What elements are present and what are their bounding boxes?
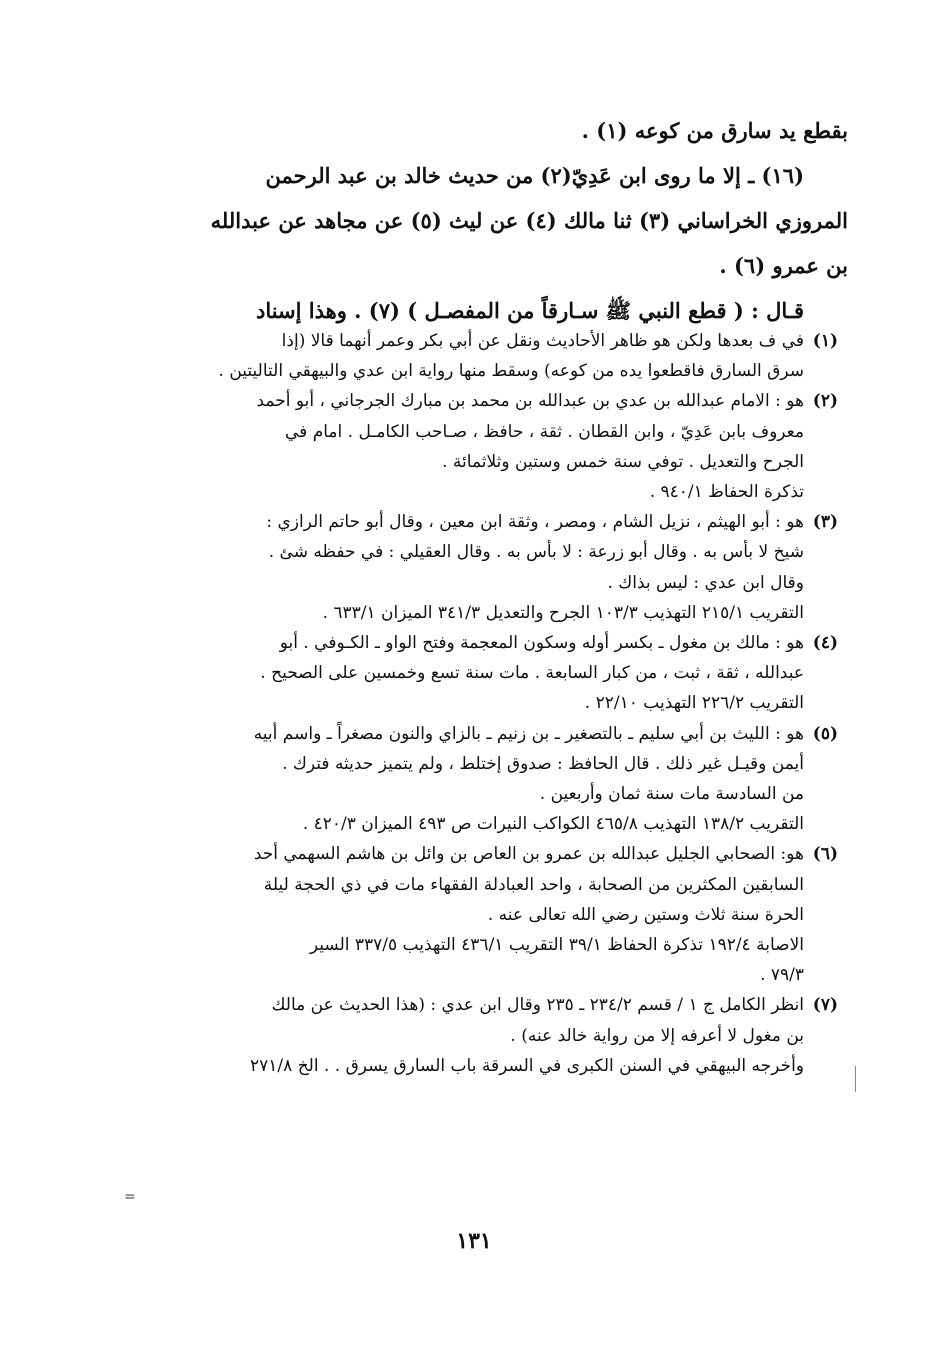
main-line: المروزي الخراساني (٣) ثنا مالك (٤) عن ليث (٥) عن مجاهد عن عبدالله [210, 208, 848, 233]
footnote-7 [140, 990, 838, 1081]
main-line: بن عمرو (٦) . [719, 253, 848, 278]
footnote-2 [140, 386, 838, 507]
footnote-line: السابقين المكثرين من الصحابة ، واحد العبادلة الفقهاء مات في ذي الحجة ليلة [263, 874, 804, 895]
footnote-line: معروف بابن عَدِيّ ، وابن القطان . ثقة ، حافظ ، صـاحب الكامـل . امام في [285, 421, 804, 442]
footnote-line: بن مغول لا أعرفه إلا من رواية خالد عنه) . [510, 1025, 804, 1046]
footnote-3 [140, 507, 838, 628]
page-number: ١٣١ [456, 1228, 492, 1254]
footnote-line: عبدالله ، ثقة ، ثبت ، من كبار السابعة . مات سنة تسع وخمسين على الصحيح . [260, 663, 804, 684]
footnote-line: شيخ لا بأس به . وقال أبو زرعة : لا بأس به . وقال العقيلي : في حفظه شئ . [268, 542, 804, 563]
footnote-number: (٤) [812, 633, 838, 654]
footnote-line: الحرة سنة ثلاث وستين رضي الله تعالى عنه . [487, 904, 804, 925]
footnotes [140, 326, 838, 1081]
footnote-reference: التقريب ٢١٥/١ التهذيب ١٠٣/٣ الجرح والتعديل ٣٤١/٣ الميزان ٦٣٣/١ . [322, 602, 804, 623]
footnote-line: في ف بعدها ولكن هو ظاهر الأحاديث ونقل عن أبي بكر وعمر أنهما قالا (إذا [281, 331, 804, 351]
footnote-reference: تذكرة الحفاظ ٩٤٠/١ . [649, 482, 804, 503]
footnote-reference: ٧٩/٣ . [760, 965, 804, 986]
footnote-reference: وأخرجه البيهقي في السنن الكبرى في السرقة باب السارق يسرق . . الخ ٢٧١/٨ [250, 1055, 804, 1076]
footnote-number: (٣) [812, 512, 838, 533]
footnote-line: من السادسة مات سنة ثمان وأربعين . [539, 784, 804, 805]
footnote-1 [140, 326, 838, 386]
footnote-line: هو: الصحابي الجليل عبدالله بن عمرو بن العاص بن وائل بن هاشم السهمي أحد [253, 844, 804, 865]
margin-mark: = [124, 1189, 136, 1205]
footnote-line: سرق السارق فاقطعوا يده من كوعه) وسقط منها رواية ابن عدي والبيهقي التاليتين . [218, 361, 804, 382]
footnote-line: هو : الليث بن أبي سليم ـ بالتصغير ـ بن زنيم ـ بالزاي والنون مصغراً ـ واسم أبيه [253, 723, 804, 744]
footnote-reference: التقريب ١٣٨/٢ التهذيب ٤٦٥/٨ الكواكب النيرات ص ٤٩٣ الميزان ٤٢٠/٣ . [302, 814, 804, 835]
footnote-line: هو : الامام عبدالله بن عدي بن عبدالله بن محمد بن مبارك الجرجاني ، أبو أحمد [256, 391, 804, 412]
footnote-line: وقال ابن عدي : ليس بذاك . [607, 572, 804, 593]
footnote-6 [140, 839, 838, 990]
main-line: (١٦) ـ إلا ما روى ابن عَدِيّ(٢) من حديث خالد بن عبد الرحمن [265, 163, 804, 188]
footnote-line: الجرح والتعديل . توفي سنة خمس وستين وثلاثمائة . [442, 451, 804, 472]
footnote-4 [140, 628, 838, 719]
main-line: قـال : ( قطع النبي ﷺ سـارقاً من المفصـل ) (٧) . وهذا إسناد [255, 298, 804, 323]
margin-tick [855, 1066, 856, 1092]
footnote-5 [140, 719, 838, 840]
footnote-number: (٦) [812, 844, 838, 865]
footnote-number: (٥) [812, 723, 838, 744]
main-text [140, 108, 848, 333]
footnote-number: (٢) [812, 391, 838, 412]
footnote-number: (١) [812, 331, 838, 351]
main-line: بقطع يد سارق من كوعه (١) . [581, 118, 848, 143]
footnote-line: هو : مالك بن مغول ـ بكسر أوله وسكون المعجمة وفتح الواو ـ الكـوفي . أبو [279, 633, 804, 654]
footnote-line: أيمن وقيـل غير ذلك . قال الحافظ : صدوق إختلط ، ولم يتميز حديثه فترك . [282, 753, 804, 774]
footnote-reference: الاصابة ١٩٢/٤ تذكرة الحفاظ ٣٩/١ التقريب ٤٣٦/١ التهذيب ٣٣٧/٥ السير [309, 935, 804, 956]
footnote-number: (٧) [812, 995, 838, 1016]
footnote-line: انظر الكامل ج ١ / قسم ٢٣٤/٢ ـ ٢٣٥ وقال ابن عدي : (هذا الحديث عن مالك [271, 995, 804, 1016]
footnote-line: هو : أبو الهيثم ، نزيل الشام ، ومصر ، وثقة ابن معين ، وقال أبو حاتم الرازي : [266, 512, 804, 533]
footnote-reference: التقريب ٢٢٦/٢ التهذيب ٢٢/١٠ . [584, 693, 804, 714]
